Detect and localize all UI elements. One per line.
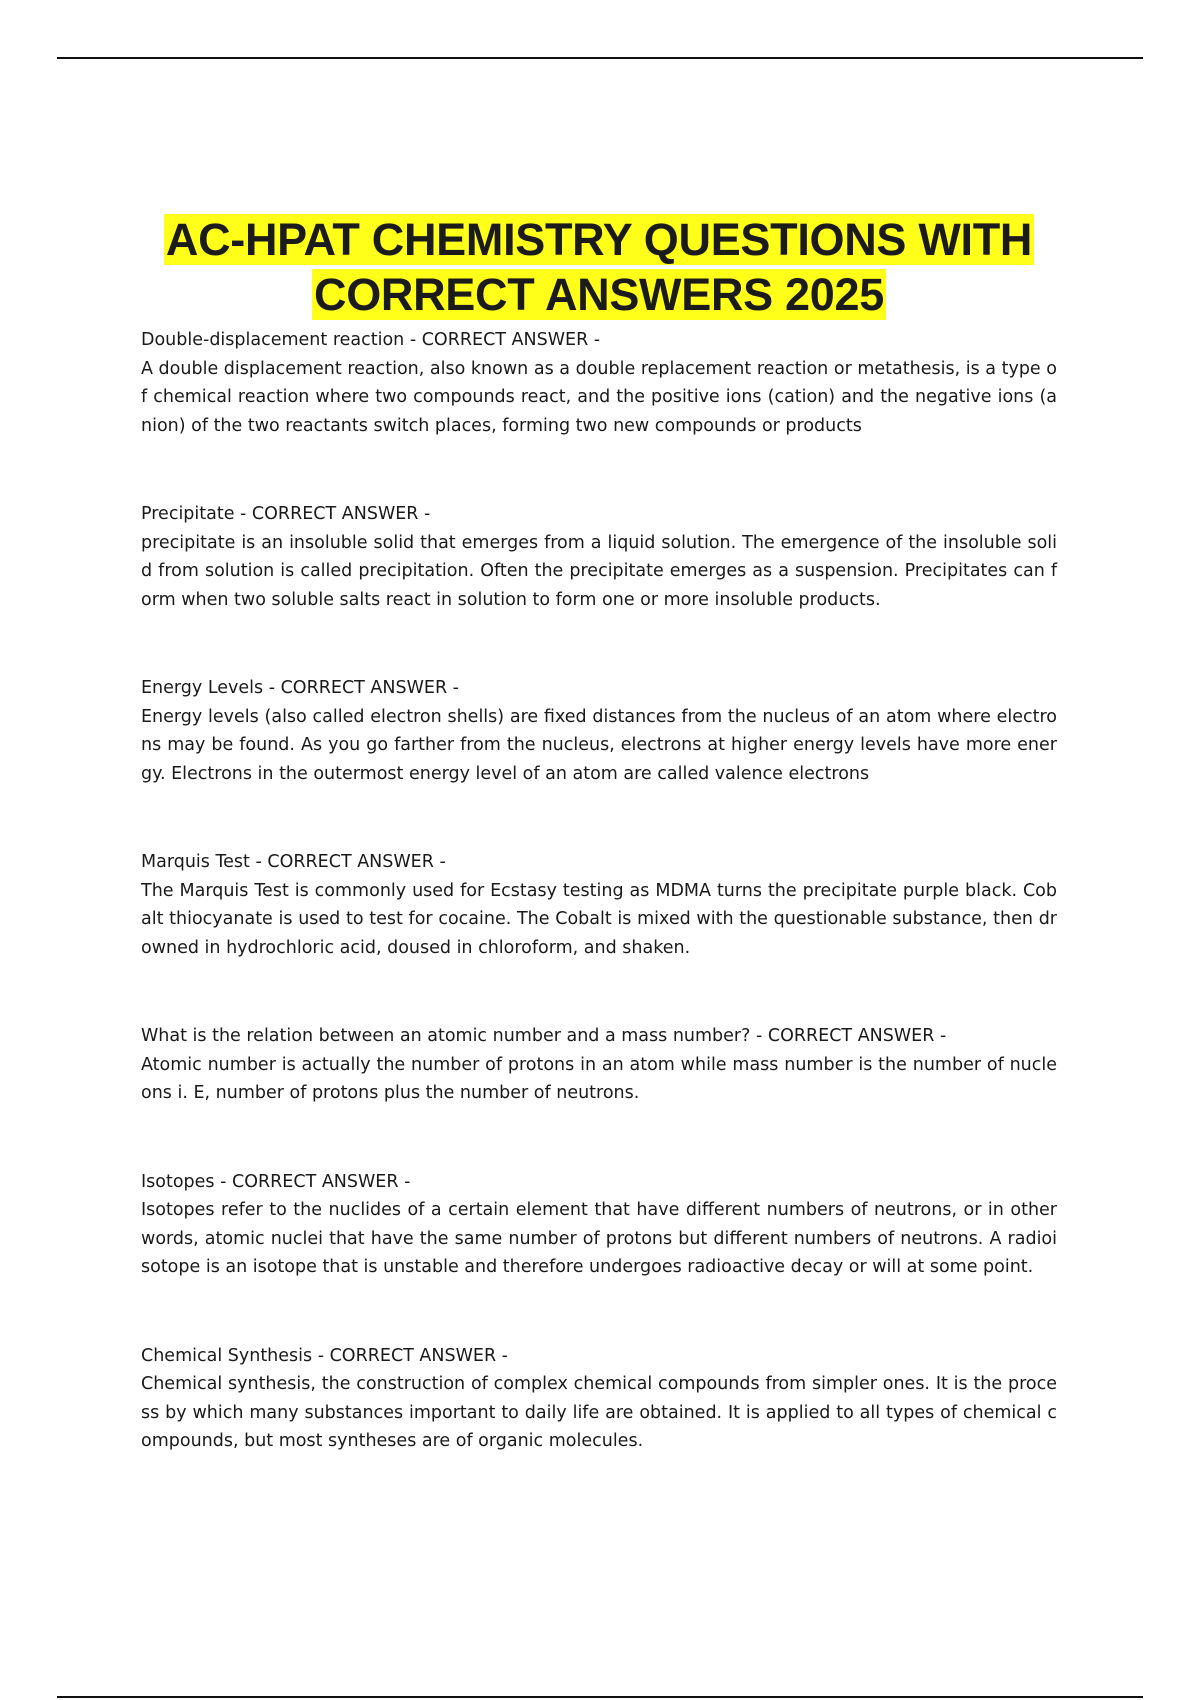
document-body [141,212,1057,1456]
qa-entry [141,1022,1057,1108]
answer-text: Chemical synthesis, the construction of complex chemical compounds from simpler ones. It is the process by which many substances important to daily life are obtained. It is applied to all types of chemical compounds, but most syntheses are of organic molecules. [141,1374,1057,1451]
qa-entry [141,848,1057,962]
footer-rule [57,1696,1143,1698]
question-term: Energy Levels - CORRECT ANSWER - [141,678,459,698]
answer-text: Isotopes refer to the nuclides of a certain element that have different numbers of neutrons, or in other words, atomic nuclei that have the same number of protons but different numbers of neutrons. A radioisotope is an isotope that is unstable and therefore undergoes radioactive decay or will at some point. [141,1200,1057,1277]
answer-text: precipitate is an insoluble solid that emerges from a liquid solution. The emergence of the insoluble solid from solution is called precipitation. Often the precipitate emerges as a suspension. Precipitates can form when two soluble salts react in solution to form one or more insoluble products. [141,532,1057,610]
title-line-2: CORRECT ANSWERS 2025 [314,269,884,320]
qa-entry [141,674,1057,788]
qa-entry [141,1168,1057,1282]
title-line-1: AC-HPAT CHEMISTRY QUESTIONS WITH [165,214,1033,265]
answer-text: Energy levels (also called electron shells) are fixed distances from the nucleus of an atom where electrons may be found. As you go farther from the nucleus, electrons at higher energy levels have more energy. Electrons in the outermost energy level of an atom are called valence electrons [141,706,1057,784]
question-term: Precipitate - CORRECT ANSWER - [141,504,431,524]
header-rule [57,57,1143,59]
qa-entry [141,1342,1057,1456]
qa-entry [141,326,1057,440]
answer-text: Atomic number is actually the number of protons in an atom while mass number is the number of nucleons i. E, number of protons plus the number of neutrons. [141,1054,1057,1103]
document-title [141,212,1057,322]
question-term: What is the relation between an atomic number and a mass number? - CORRECT ANSWER - [141,1026,947,1046]
question-term: Chemical Synthesis - CORRECT ANSWER - [141,1345,508,1366]
qa-entry [141,500,1057,614]
answer-text: A double displacement reaction, also known as a double replacement reaction or metathesis, is a type of chemical reaction where two compounds react, and the positive ions (cation) and the negative ions (anion) of the two reactants switch places, forming two new compounds or products [141,358,1057,436]
question-term: Isotopes - CORRECT ANSWER - [141,1171,411,1192]
question-term: Double-displacement reaction - CORRECT ANSWER - [141,330,601,350]
answer-text: The Marquis Test is commonly used for Ecstasy testing as MDMA turns the precipitate purple black. Cobalt thiocyanate is used to test for cocaine. The Cobalt is mixed with the questionable substance, then drowned in hydrochloric acid, doused in chloroform, and shaken. [141,880,1057,958]
question-term: Marquis Test - CORRECT ANSWER - [141,852,446,872]
